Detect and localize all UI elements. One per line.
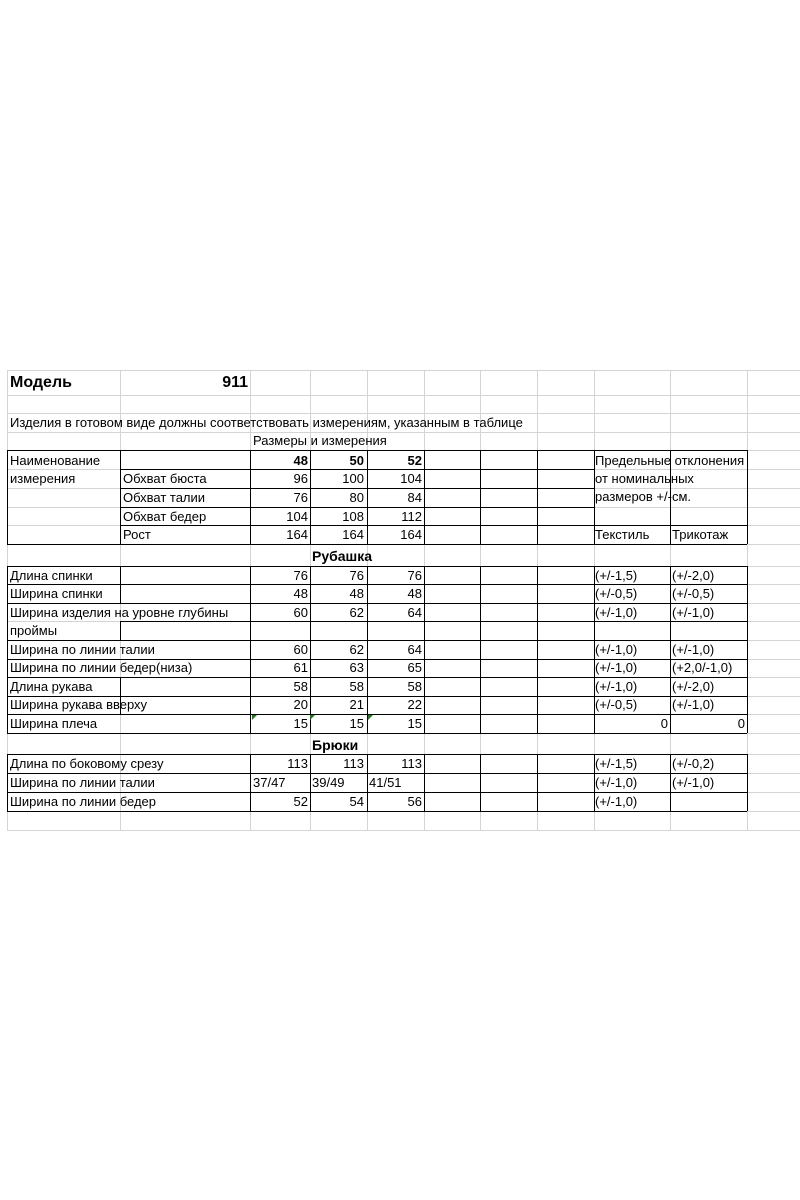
shirt-textile-tolerance: (+/-0,5) xyxy=(595,586,638,601)
shirt-value: 62 xyxy=(349,605,364,620)
shirt-row-label: Длина спинки xyxy=(10,568,93,583)
body-value: 80 xyxy=(349,490,364,505)
shirt-value: 63 xyxy=(349,660,364,675)
shirt-value: 21 xyxy=(349,697,364,712)
shirt-row-label: Ширина плеча xyxy=(10,716,98,731)
shirt-knit-tolerance: (+/-2,0) xyxy=(672,568,715,583)
tolerance-header-line3: размеров +/-см. xyxy=(595,489,692,504)
shirt-textile-tolerance: (+/-1,0) xyxy=(595,605,638,620)
sizes-heading: Размеры и измерения xyxy=(253,433,387,448)
body-label: Обхват талии xyxy=(123,490,206,505)
shirt-row-label: проймы xyxy=(10,623,58,638)
name-header-line2: измерения xyxy=(10,471,76,486)
tolerance-header-line1: Предельные отклонения xyxy=(595,453,745,468)
body-value: 104 xyxy=(286,509,308,524)
shirt-value: 15 xyxy=(293,716,308,731)
shirt-value: 48 xyxy=(293,586,308,601)
tolerance-header-line2: от номинальных xyxy=(595,471,694,486)
body-label: Обхват бедер xyxy=(123,509,207,524)
trousers-row-label: Длина по боковому срезу xyxy=(10,756,164,771)
shirt-value: 48 xyxy=(349,586,364,601)
body-value: 76 xyxy=(293,490,308,505)
shirt-textile-tolerance: (+/-1,0) xyxy=(595,679,638,694)
cell-comment-marker xyxy=(368,715,373,720)
trousers-knit-tolerance: (+/-1,0) xyxy=(672,775,715,790)
body-value: 104 xyxy=(400,471,422,486)
trousers-row-label: Ширина по линии талии xyxy=(10,775,155,790)
body-value: 112 xyxy=(401,509,422,524)
body-label: Обхват бюста xyxy=(123,471,207,486)
trousers-value: 39/49 xyxy=(312,775,345,790)
shirt-value: 62 xyxy=(349,642,364,657)
shirt-row-label: Ширина изделия на уровне глубины xyxy=(10,605,229,620)
body-value: 164 xyxy=(286,527,308,542)
trousers-textile-tolerance: (+/-1,5) xyxy=(595,756,638,771)
trousers-value: 56 xyxy=(407,794,422,809)
trousers-value: 41/51 xyxy=(369,775,402,790)
trousers-value: 37/47 xyxy=(253,775,286,790)
body-value: 96 xyxy=(293,471,308,486)
trousers-value: 113 xyxy=(401,756,422,771)
size-52-header: 52 xyxy=(407,453,422,468)
trousers-knit-tolerance: (+/-0,2) xyxy=(672,756,715,771)
shirt-knit-tolerance: 0 xyxy=(737,716,745,731)
shirt-textile-tolerance: (+/-1,5) xyxy=(595,568,638,583)
cell-comment-marker xyxy=(252,715,257,720)
trousers-value: 113 xyxy=(287,756,308,771)
shirt-value: 58 xyxy=(293,679,308,694)
body-value: 164 xyxy=(400,527,422,542)
shirt-knit-tolerance: (+/-1,0) xyxy=(672,605,715,620)
shirt-value: 76 xyxy=(349,568,364,583)
body-value: 100 xyxy=(342,471,364,486)
model-number: 911 xyxy=(222,374,248,391)
body-value: 164 xyxy=(342,527,364,542)
shirt-textile-tolerance: (+/-1,0) xyxy=(595,660,638,675)
trousers-textile-tolerance: (+/-1,0) xyxy=(595,794,638,809)
body-value: 108 xyxy=(342,509,364,524)
shirt-value: 64 xyxy=(407,642,422,657)
shirt-value: 22 xyxy=(407,697,422,712)
trousers-textile-tolerance: (+/-1,0) xyxy=(595,775,638,790)
shirt-value: 48 xyxy=(407,586,422,601)
model-label: Модель xyxy=(10,374,72,391)
trousers-value: 52 xyxy=(293,794,308,809)
knit-header: Трикотаж xyxy=(672,527,729,542)
shirt-value: 65 xyxy=(407,660,422,675)
shirt-value: 76 xyxy=(407,568,422,583)
size-48-header: 48 xyxy=(293,453,308,468)
trousers-section-title: Брюки xyxy=(312,737,359,753)
shirt-value: 15 xyxy=(407,716,422,731)
shirt-value: 58 xyxy=(407,679,422,694)
shirt-knit-tolerance: (+/-1,0) xyxy=(672,642,715,657)
shirt-section-title: Рубашка xyxy=(312,548,373,564)
shirt-knit-tolerance: (+/-2,0) xyxy=(672,679,715,694)
shirt-knit-tolerance: (+2,0/-1,0) xyxy=(672,660,733,675)
shirt-value: 58 xyxy=(349,679,364,694)
body-label: Рост xyxy=(123,527,151,542)
textile-header: Текстиль xyxy=(595,527,650,542)
shirt-value: 60 xyxy=(293,605,308,620)
trousers-value: 113 xyxy=(343,756,364,771)
shirt-knit-tolerance: (+/-0,5) xyxy=(672,586,715,601)
size-50-header: 50 xyxy=(349,453,364,468)
shirt-row-label: Ширина рукава вверху xyxy=(10,697,148,712)
shirt-row-label: Ширина по линии бедер(низа) xyxy=(10,660,193,675)
requirements-note: Изделия в готовом виде должны соответствовать измерениям, указанным в таблице xyxy=(10,415,523,430)
shirt-value: 20 xyxy=(293,697,308,712)
trousers-row-label: Ширина по линии бедер xyxy=(10,794,157,809)
shirt-row-label: Ширина по линии талии xyxy=(10,642,155,657)
trousers-value: 54 xyxy=(349,794,364,809)
shirt-row-label: Длина рукава xyxy=(10,679,93,694)
shirt-row-label: Ширина спинки xyxy=(10,586,103,601)
shirt-knit-tolerance: (+/-1,0) xyxy=(672,697,715,712)
shirt-value: 76 xyxy=(293,568,308,583)
shirt-value: 15 xyxy=(349,716,364,731)
cell-comment-marker xyxy=(310,715,315,720)
shirt-textile-tolerance: 0 xyxy=(660,716,668,731)
name-header-line1: Наименование xyxy=(10,453,101,468)
shirt-textile-tolerance: (+/-1,0) xyxy=(595,642,638,657)
body-value: 84 xyxy=(407,490,422,505)
shirt-value: 61 xyxy=(293,660,308,675)
shirt-value: 64 xyxy=(407,605,422,620)
shirt-value: 60 xyxy=(293,642,308,657)
shirt-textile-tolerance: (+/-0,5) xyxy=(595,697,638,712)
